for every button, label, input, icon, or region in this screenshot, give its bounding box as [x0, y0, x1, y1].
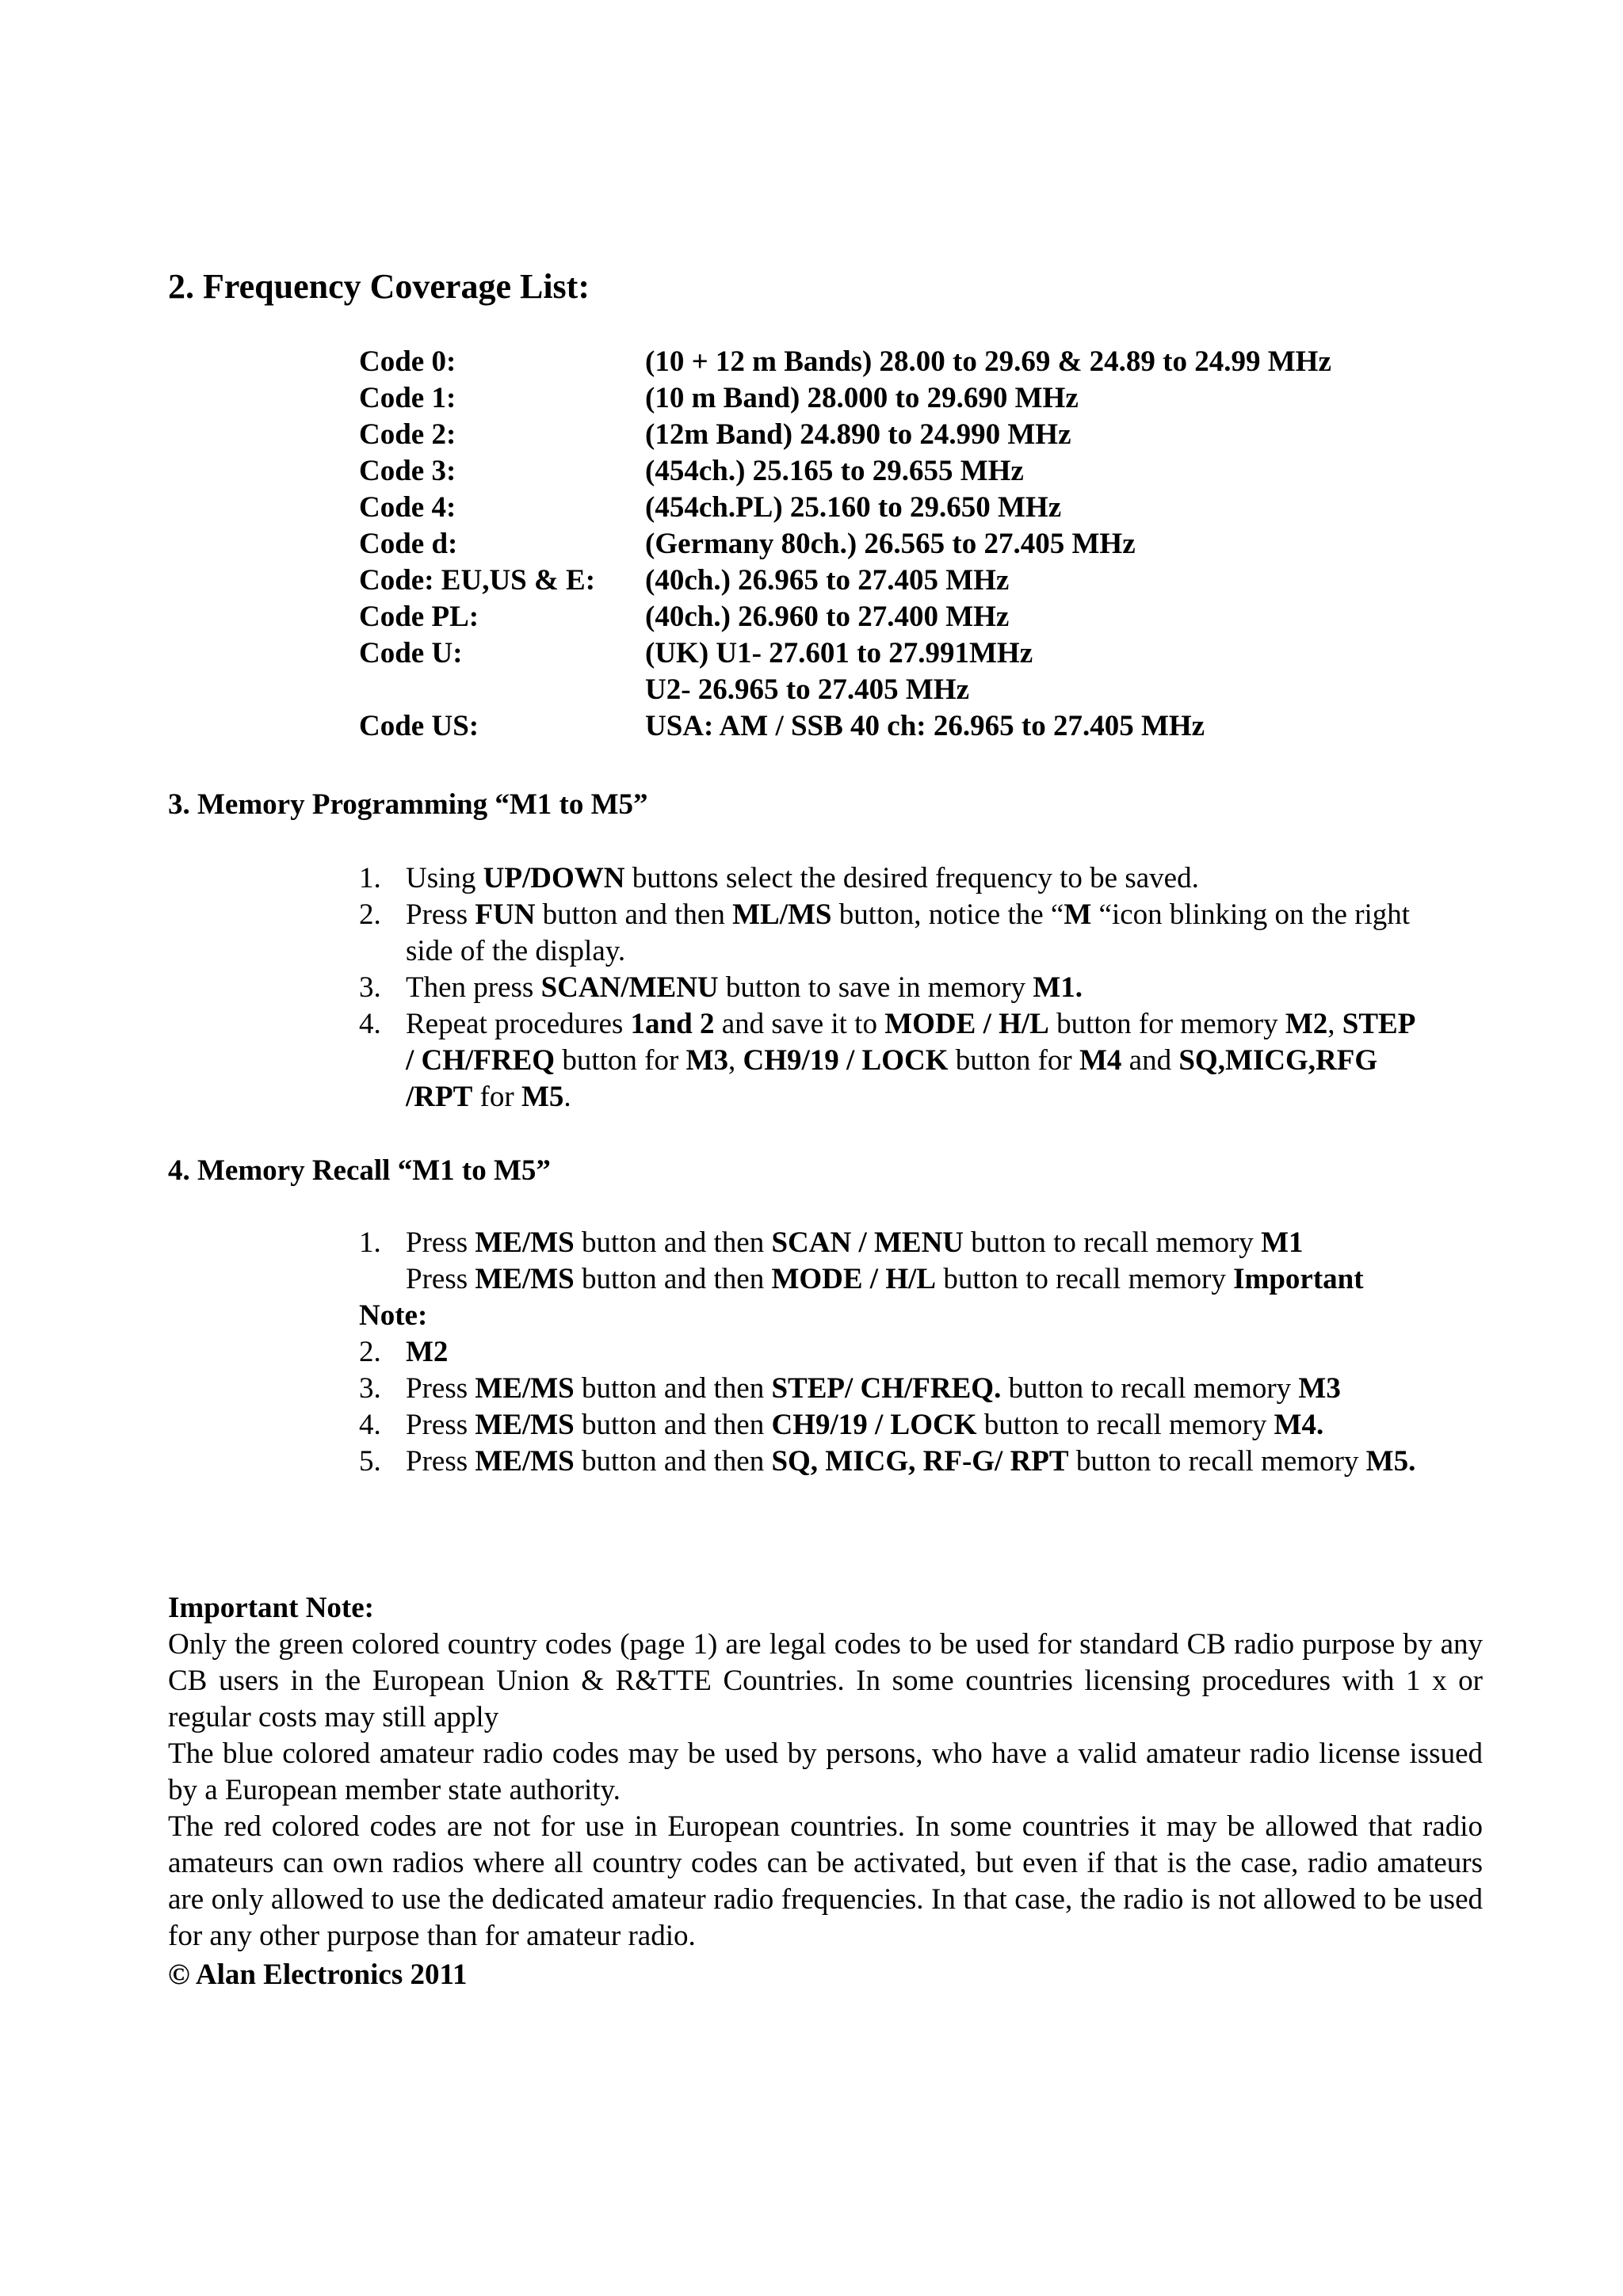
code-row	[359, 490, 1331, 526]
button-name: ME/MS	[475, 1372, 575, 1405]
button-name: ME/MS	[475, 1445, 575, 1478]
list-item	[359, 860, 1468, 897]
button-name: SCAN / MENU	[771, 1226, 964, 1259]
code-value: (10 + 12 m Bands) 28.00 to 29.69 & 24.89 to 24.99 MHz	[645, 345, 1331, 378]
important-note-title: Important Note:	[168, 1592, 374, 1624]
list-item	[359, 970, 1468, 1006]
list-item-number: 2.	[359, 898, 381, 931]
list-item	[359, 1444, 1468, 1480]
section-2-heading: 2. Frequency Coverage List:	[168, 267, 590, 306]
section-4-heading: 4. Memory Recall “M1 to M5”	[168, 1154, 551, 1187]
code-value: (40ch.) 26.965 to 27.405 MHz	[645, 564, 1010, 597]
code-row	[359, 526, 1331, 563]
button-name: SQ,MICG,RFG /RPT	[406, 1044, 1378, 1113]
list-item-text: Using UP/DOWN buttons select the desired frequency to be saved.	[406, 862, 1199, 894]
button-name: STEP / CH/FREQ	[406, 1008, 1415, 1077]
list-item	[359, 1334, 1468, 1371]
list-item	[359, 1261, 1468, 1298]
button-name: M3	[1298, 1372, 1341, 1405]
list-item-number: 4.	[359, 1409, 381, 1441]
code-value: (12m Band) 24.890 to 24.990 MHz	[645, 418, 1071, 451]
button-name: UP/DOWN	[483, 862, 625, 894]
code-value: U2- 26.965 to 27.405 MHz	[645, 673, 969, 706]
list-item-number: 3.	[359, 1372, 381, 1405]
list-item-number: 5.	[359, 1445, 381, 1478]
code-label: Code 2:	[359, 418, 456, 451]
list-item	[359, 1225, 1468, 1261]
list-item	[359, 1371, 1468, 1407]
button-name: ME/MS	[475, 1263, 575, 1295]
code-row	[359, 599, 1331, 635]
list-item-text: Press ME/MS button and then MODE / H/L button to recall memory Important	[406, 1263, 1364, 1295]
list-item-text: Press ME/MS button and then SCAN / MENU button to recall memory M1	[406, 1226, 1304, 1259]
button-name: ME/MS	[475, 1409, 575, 1441]
code-value: (UK) U1- 27.601 to 27.991MHz	[645, 637, 1033, 669]
button-name: CH9/19 / LOCK	[771, 1409, 977, 1441]
button-name: CH9/19 / LOCK	[743, 1044, 949, 1077]
list-item-text: Press FUN button and then ML/MS button, notice the “M “icon blinking on the right side of the display.	[406, 898, 1411, 967]
frequency-code-table	[359, 344, 1331, 745]
list-item-text: Press ME/MS button and then STEP/ CH/FREQ. button to recall memory M3	[406, 1372, 1341, 1405]
list-item	[359, 1407, 1468, 1444]
button-name: M1.	[1033, 971, 1083, 1004]
list-item-number	[359, 1261, 406, 1298]
section-3-heading: 3. Memory Programming “M1 to M5”	[168, 788, 648, 821]
list-item	[359, 1006, 1468, 1116]
important-note-paragraph: Only the green colored country codes (page 1) are legal codes to be used for standard CB radio purpose by any CB users in the European Union & R&TTE Countries. In some countries licensing procedures with 1 x or regular costs may still apply	[168, 1628, 1483, 1733]
important-note	[168, 1590, 1483, 1955]
button-name: Important	[1233, 1263, 1364, 1295]
button-name: FUN	[475, 898, 536, 931]
code-row	[359, 672, 1331, 708]
list-item-number: 3.	[359, 971, 381, 1004]
button-name: M	[1064, 898, 1092, 931]
code-row	[359, 417, 1331, 453]
code-value: (454ch.PL) 25.160 to 29.650 MHz	[645, 491, 1062, 524]
button-name: MODE / H/L	[771, 1263, 937, 1295]
button-name: M2	[1285, 1008, 1328, 1040]
button-name: STEP/ CH/FREQ.	[771, 1372, 1002, 1405]
code-label: Code 4:	[359, 491, 456, 524]
button-name: ML/MS	[732, 898, 832, 931]
code-row	[359, 635, 1331, 672]
important-note-paragraph: The red colored codes are not for use in European countries. In some countries it may be allowed that radio amateurs can own radios where all country codes can be activated, but even if that is the case, radio amateurs are only allowed to use the dedicated amateur radio frequencies. In that case, the radio is not allowed to be used for any other purpose than for amateur radio.	[168, 1810, 1483, 1952]
important-note-paragraph: The blue colored amateur radio codes may be used by persons, who have a valid amateur radio license issued by a European member state authority.	[168, 1737, 1483, 1806]
list-item-text	[406, 1334, 1428, 1371]
code-label: Code PL:	[359, 601, 479, 633]
button-name: SCAN/MENU	[540, 971, 719, 1004]
list-item-text	[427, 1298, 1449, 1334]
code-row	[359, 453, 1331, 490]
code-value: (10 m Band) 28.000 to 29.690 MHz	[645, 382, 1079, 414]
list-item	[359, 1298, 1468, 1334]
list-item-number: 1.	[359, 1226, 381, 1259]
list-item-number: 1.	[359, 862, 381, 894]
code-row	[359, 380, 1331, 417]
button-name: M4	[1079, 1044, 1122, 1077]
code-label	[359, 672, 645, 708]
button-name: M4.	[1274, 1409, 1324, 1441]
code-value: (40ch.) 26.960 to 27.400 MHz	[645, 601, 1010, 633]
code-label: Code: EU,US & E:	[359, 564, 596, 597]
button-name: M5.	[1365, 1445, 1416, 1478]
memory-programming-steps	[359, 860, 1468, 1116]
code-row	[359, 563, 1331, 599]
list-item-text: Then press SCAN/MENU button to save in memory M1.	[406, 971, 1083, 1004]
code-label: Code 0:	[359, 345, 456, 378]
code-label: Code d:	[359, 528, 458, 560]
button-name: M3	[685, 1044, 728, 1077]
button-name: M2	[406, 1336, 449, 1368]
code-value: USA: AM / SSB 40 ch: 26.965 to 27.405 MHz	[645, 710, 1205, 742]
list-item	[359, 897, 1468, 970]
list-item-text: Press ME/MS button and then CH9/19 / LOCK button to recall memory M4.	[406, 1409, 1324, 1441]
list-item-number: Note:	[359, 1299, 428, 1332]
code-value: (Germany 80ch.) 26.565 to 27.405 MHz	[645, 528, 1136, 560]
button-name: M5	[521, 1081, 564, 1113]
button-name: MODE / H/L	[884, 1008, 1049, 1040]
code-label: Code U:	[359, 637, 463, 669]
list-item-number: 4.	[359, 1008, 381, 1040]
code-label: Code US:	[359, 710, 479, 742]
button-name: M1	[1261, 1226, 1304, 1259]
button-name: 1and 2	[630, 1008, 715, 1040]
list-item-text: Press ME/MS button and then SQ, MICG, RF-G/ RPT button to recall memory M5.	[406, 1445, 1416, 1478]
code-value: (454ch.) 25.165 to 29.655 MHz	[645, 455, 1024, 487]
button-name: ME/MS	[475, 1226, 575, 1259]
list-item-text: Repeat procedures 1and 2 and save it to MODE / H/L button for memory M2, STEP / CH/FREQ button for M3, CH9/19 / LOCK button for M4 and SQ,MICG,RFG /RPT for M5.	[406, 1008, 1415, 1113]
code-row	[359, 708, 1331, 745]
button-name: SQ, MICG, RF-G/ RPT	[771, 1445, 1069, 1478]
code-row	[359, 344, 1331, 380]
code-label: Code 3:	[359, 455, 456, 487]
memory-recall-steps	[359, 1225, 1468, 1480]
copyright-notice: © Alan Electronics 2011	[168, 1958, 468, 1991]
code-label: Code 1:	[359, 382, 456, 414]
list-item-number: 2.	[359, 1336, 381, 1368]
